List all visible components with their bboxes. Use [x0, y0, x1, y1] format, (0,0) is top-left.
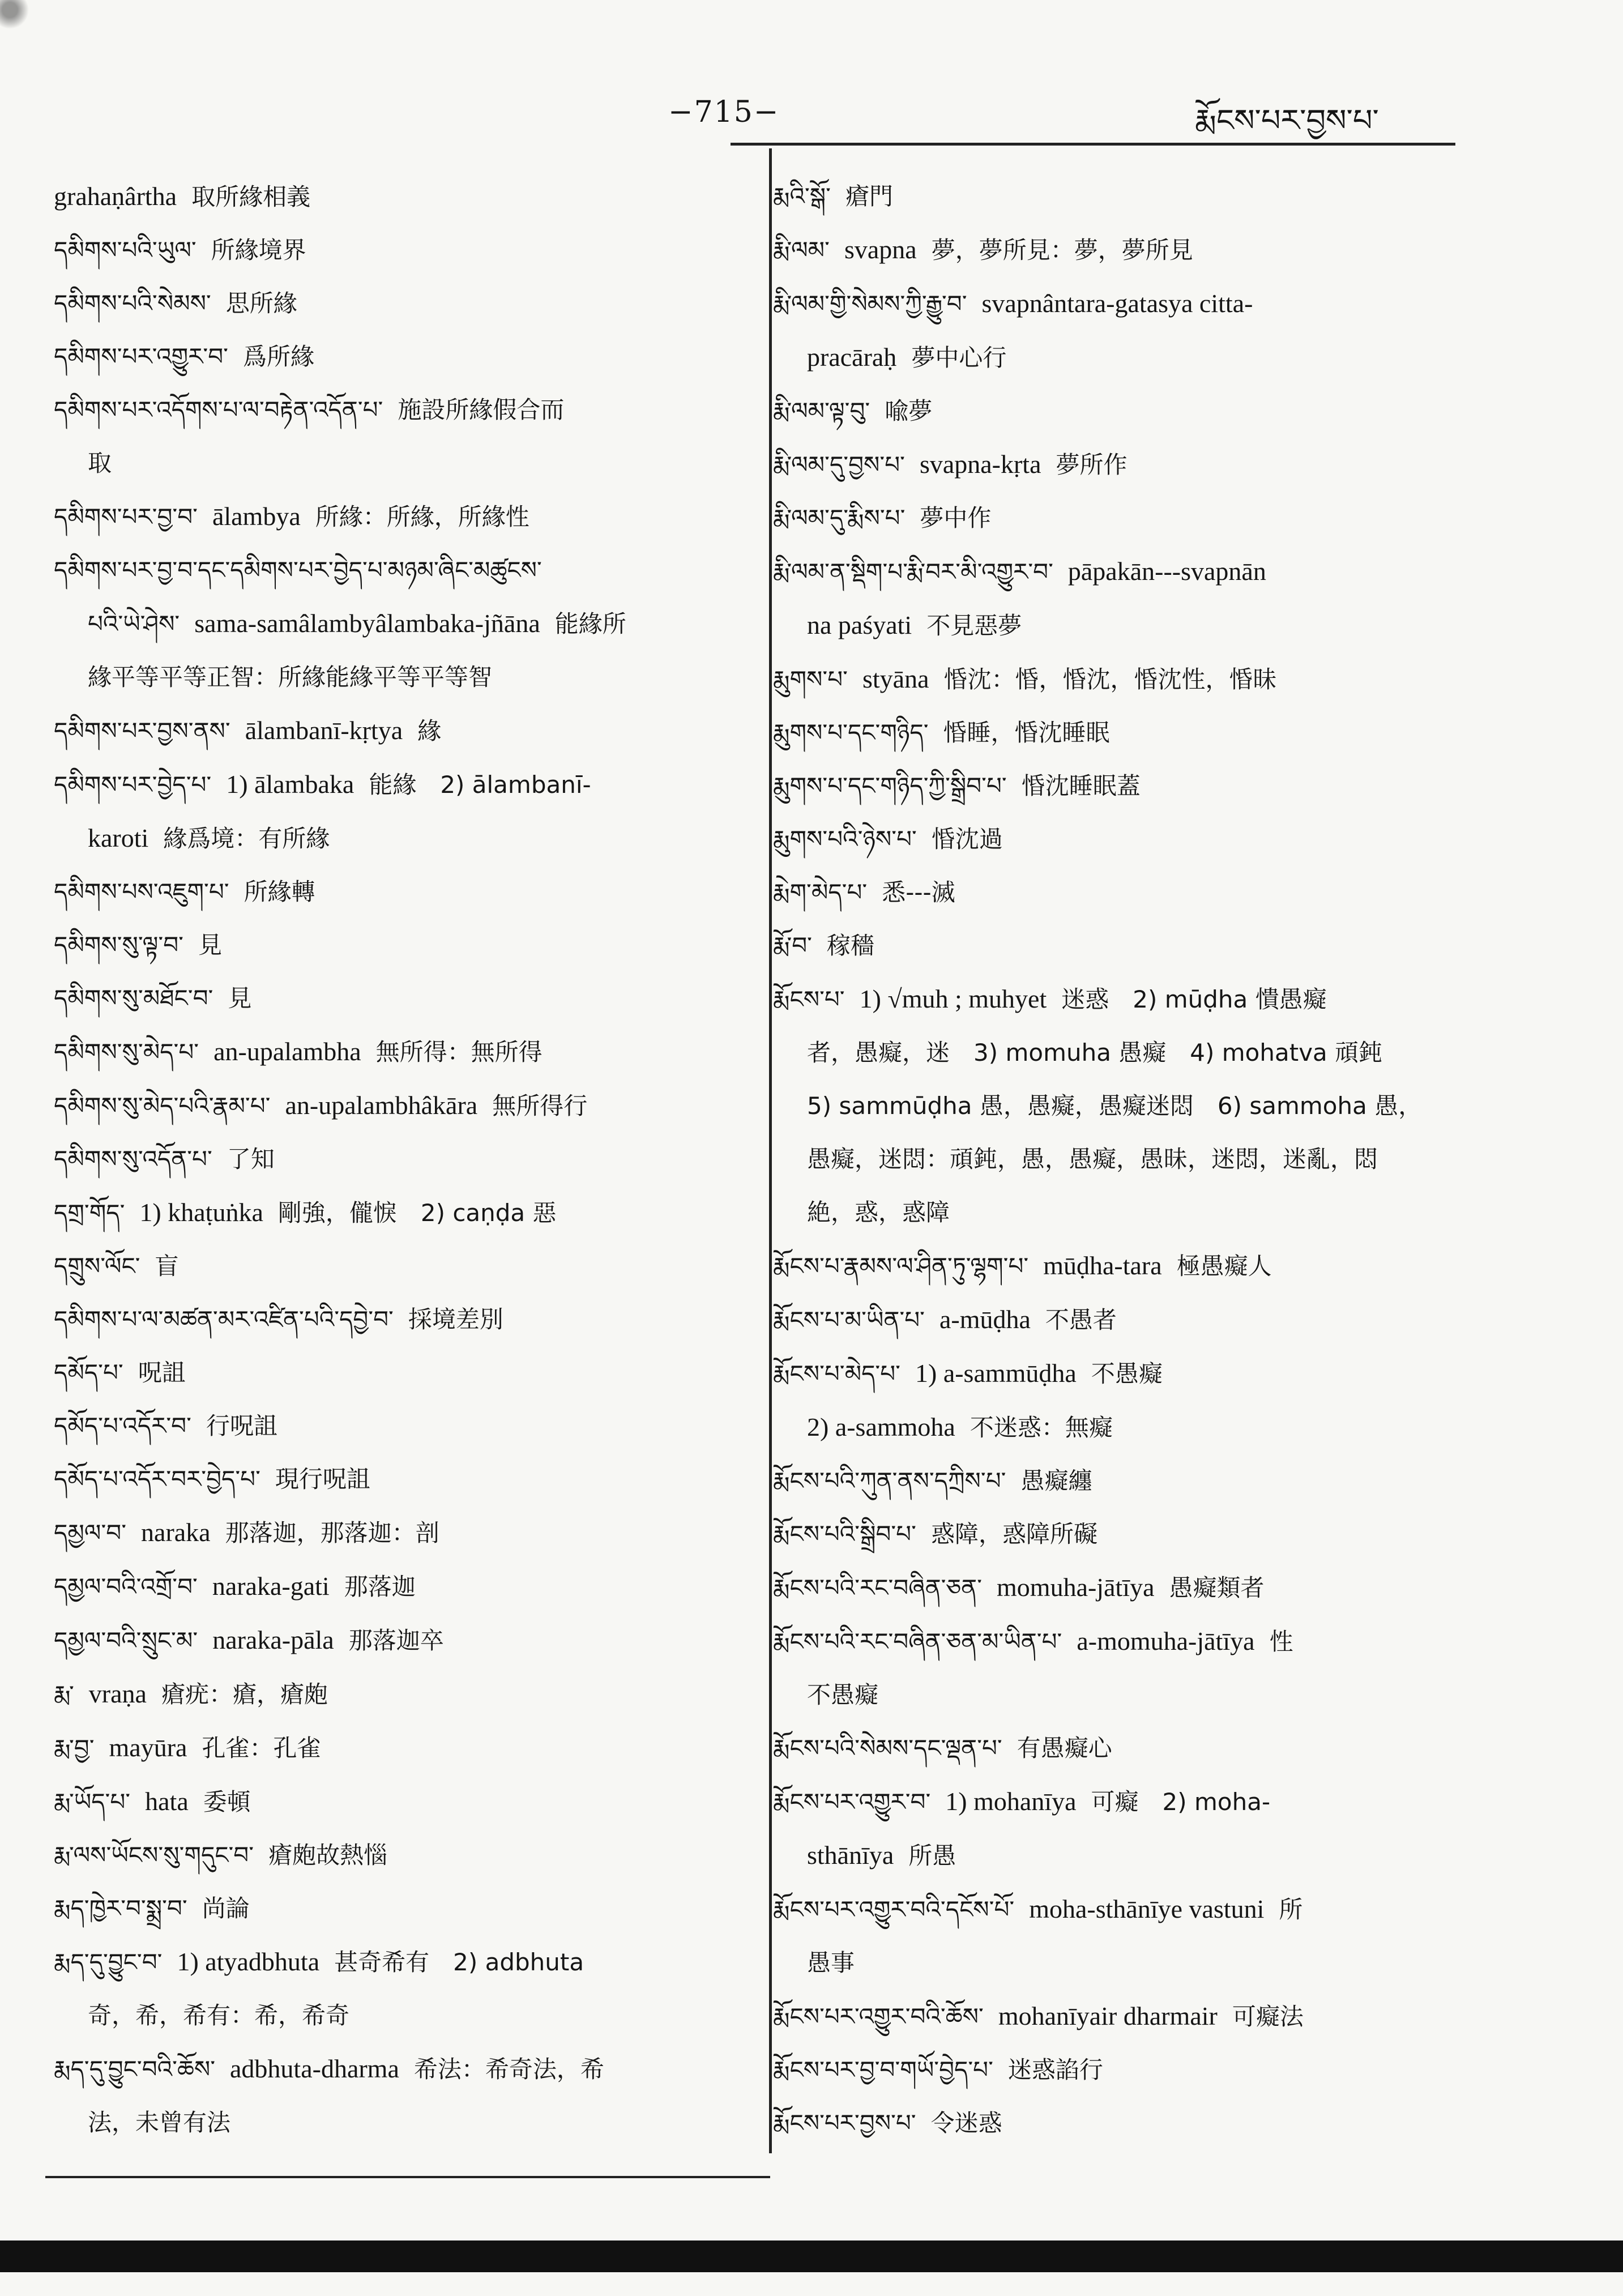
sanskrit-equivalent: an-upalambhâkāra	[285, 1091, 478, 1120]
tibetan-headword: རྨོངས་པ་མེད་པ་	[773, 1360, 900, 1388]
chinese-gloss: 瘡門	[845, 182, 893, 210]
dictionary-entry	[54, 224, 750, 277]
dictionary-entry	[773, 1239, 1487, 1293]
chinese-gloss: 緣爲境：有所緣	[163, 825, 330, 852]
tibetan-headword: དམིགས་པས་འཇུག་པ་	[54, 878, 229, 906]
dictionary-entry-continuation	[54, 651, 750, 704]
dictionary-entry	[773, 1508, 1487, 1561]
tibetan-headword: དམོད་པ་	[54, 1359, 123, 1386]
tibetan-headword: རྨོངས་པ་	[773, 985, 845, 1013]
chinese-gloss: 無所得：無所得	[375, 1038, 543, 1066]
tibetan-headword: དམྱལ་བའི་འགྲོ་བ་	[54, 1573, 198, 1601]
chinese-gloss: 夢所作	[1056, 451, 1127, 479]
dictionary-entry	[54, 1614, 750, 1667]
sanskrit-equivalent: ālambanī-kṛtya	[245, 716, 403, 745]
sanskrit-equivalent: pāpakān---svapnān	[1067, 557, 1266, 586]
tibetan-headword: དགྲུས་ལོང་	[54, 1252, 140, 1280]
dictionary-entry	[773, 972, 1487, 1026]
sanskrit-equivalent: vraṇa	[88, 1679, 147, 1708]
tibetan-headword: རྨེག་མེད་པ་	[773, 878, 868, 906]
dictionary-entry	[54, 1133, 750, 1186]
chinese-gloss: 瘡皰故熱惱	[268, 1841, 388, 1869]
dictionary-entry-continuation	[773, 1401, 1487, 1454]
sanskrit-equivalent: svapnântara-gatasya citta-	[981, 289, 1253, 318]
chinese-gloss: 稼穡	[827, 932, 875, 959]
tibetan-headword: རྨི་ལམ་དུ་རྨིས་པ་	[773, 504, 906, 532]
dictionary-entry	[773, 2043, 1487, 2097]
chinese-gloss: 5) sammūḍha 愚，愚癡，愚癡迷悶 6) sammoha 愚，	[807, 1092, 1423, 1120]
chinese-gloss: 尚論	[202, 1894, 250, 1922]
dictionary-entry	[54, 1240, 750, 1293]
chinese-gloss: 取所緣相義	[191, 183, 311, 211]
tibetan-headword: རྨོངས་པ་མ་ཡིན་པ་	[773, 1306, 925, 1334]
tibetan-headword: དམོད་པ་འདོར་བ་	[54, 1412, 191, 1440]
dictionary-entry	[54, 490, 750, 544]
chinese-gloss: 孔雀：孔雀	[202, 1734, 321, 1762]
tibetan-headword: རྨ་བྱ་	[54, 1734, 95, 1762]
dictionary-entry	[54, 1775, 750, 1829]
chinese-gloss: 極愚癡人	[1176, 1252, 1272, 1280]
chinese-gloss: 能緣 2) ālambanī-	[369, 771, 591, 799]
dictionary-entry	[773, 385, 1487, 438]
tibetan-headword: དམིགས་པའི་ཡུལ་	[54, 236, 197, 264]
tibetan-headword: དམིགས་སུ་འདོན་པ་	[54, 1145, 212, 1173]
tibetan-headword: རྨའི་སྒོ་	[773, 182, 831, 210]
sanskrit-equivalent: a-mūḍha	[939, 1305, 1031, 1334]
tibetan-headword: རྨི་ལམ་	[773, 236, 830, 264]
dictionary-entry	[773, 759, 1487, 813]
dictionary-entry-continuation	[773, 331, 1487, 385]
chinese-gloss: 者，愚癡，迷 3) momuha 愚癡 4) mohatva 頑鈍	[807, 1039, 1383, 1066]
tibetan-headword: རྨུགས་པའི་ཉེས་པ་	[773, 825, 917, 853]
sanskrit-equivalent: 1) mohanīya	[945, 1787, 1077, 1816]
tibetan-headword: རྨ་	[54, 1680, 74, 1708]
dictionary-entry	[773, 545, 1487, 599]
dictionary-entry	[773, 223, 1487, 277]
tibetan-headword: དམྱལ་བའི་སྲུང་མ་	[54, 1627, 198, 1654]
sanskrit-equivalent: 1) ālambaka	[226, 770, 355, 799]
chinese-gloss: 所緣轉	[244, 878, 315, 906]
dictionary-entry-continuation	[773, 1079, 1487, 1133]
tibetan-headword: པའི་ཡེ་ཤེས་	[88, 610, 180, 638]
dictionary-entry	[54, 383, 750, 437]
chinese-gloss: 可癡 2) moha-	[1091, 1788, 1271, 1816]
sanskrit-equivalent: svapna-kṛta	[919, 450, 1041, 479]
dictionary-entry	[773, 1454, 1487, 1508]
chinese-gloss: 性	[1269, 1628, 1293, 1655]
sanskrit-equivalent: naraka	[141, 1518, 211, 1547]
chinese-gloss: 令迷惑	[930, 2109, 1002, 2137]
tibetan-headword: དམིགས་སུ་མེད་པའི་རྣམ་པ་	[54, 1092, 271, 1120]
chinese-gloss: 希法：希奇法，希	[413, 2055, 604, 2083]
chinese-gloss: 緣平等平等正智：所緣能緣平等平等智	[88, 663, 493, 691]
sanskrit-equivalent: 1) atyadbhuta	[177, 1947, 320, 1976]
tibetan-headword: དམིགས་སུ་མེད་པ་	[54, 1038, 199, 1066]
header-rule	[731, 143, 1455, 146]
chinese-gloss: 所愚	[908, 1842, 956, 1870]
page-number: −715−	[668, 95, 780, 129]
chinese-gloss: 盲	[155, 1252, 179, 1280]
tibetan-headword: རྨོངས་པར་བྱ་བ་གཡོ་བྱེད་པ་	[773, 2056, 993, 2084]
chinese-gloss: 迷惑 2) mūḍha 憒愚癡	[1061, 985, 1327, 1013]
sanskrit-equivalent: mohanīyair dharmair	[998, 2001, 1218, 2030]
dictionary-entry	[773, 919, 1487, 972]
tibetan-headword: རྨོངས་པར་འགྱུར་བ་	[773, 1788, 931, 1816]
sanskrit-equivalent: 1) khaṭuṅka	[139, 1198, 263, 1227]
chinese-gloss: 剛強，儱悷 2) caṇḍa 惡	[277, 1199, 557, 1227]
dictionary-entry	[773, 492, 1487, 545]
tibetan-headword: དམིགས་པར་བྱེད་པ་	[54, 771, 212, 799]
dictionary-entry-continuation	[773, 599, 1487, 652]
tibetan-headword: རྨད་དུ་བྱུང་བའི་ཆོས་	[54, 2055, 216, 2083]
dictionary-entry	[54, 704, 750, 758]
tibetan-headword: རྨོངས་པར་འགྱུར་བའི་དངོས་པོ་	[773, 1896, 1015, 1923]
sanskrit-equivalent: svapna	[844, 235, 917, 264]
chinese-gloss: 惛沈過	[931, 825, 1003, 853]
dictionary-entry-continuation	[54, 812, 750, 865]
chinese-gloss: 見	[198, 931, 222, 959]
tibetan-headword: རྨུགས་པ་དང་གཉིད་ཀྱི་སྒྲིབ་པ་	[773, 772, 1007, 800]
dictionary-entry-continuation	[773, 1668, 1487, 1722]
chinese-gloss: 緣	[417, 717, 442, 745]
chinese-gloss: 無所得行	[492, 1092, 588, 1120]
right-column	[773, 170, 1487, 2150]
sanskrit-equivalent: karoti	[88, 823, 149, 852]
dictionary-entry	[773, 170, 1487, 223]
chinese-gloss: 愚癡類者	[1169, 1574, 1265, 1602]
chinese-gloss: 愚癡纏	[1020, 1467, 1092, 1495]
chinese-gloss: 夢，夢所見：夢，夢所見	[931, 236, 1193, 264]
tibetan-headword: དམིགས་སུ་མཐོང་བ་	[54, 984, 213, 1012]
sanskrit-equivalent: mayūra	[109, 1733, 187, 1762]
tibetan-headword: རྨོངས་པའི་སྒྲིབ་པ་	[773, 1520, 916, 1548]
left-column-underline	[45, 2176, 770, 2178]
chinese-gloss: 採境差別	[408, 1305, 503, 1333]
dictionary-entry	[773, 1775, 1487, 1829]
dictionary-entry	[773, 866, 1487, 919]
dictionary-entry	[54, 1079, 750, 1133]
tibetan-headword: རྨོངས་པའི་རང་བཞིན་ཅན་	[773, 1574, 983, 1602]
tibetan-headword: རྨི་ལམ་ལྟ་བུ་	[773, 397, 870, 425]
chinese-gloss: 絶，惑，惑障	[807, 1198, 950, 1226]
dictionary-entry	[54, 544, 750, 597]
chinese-gloss: 不愚者	[1045, 1306, 1117, 1334]
dictionary-entry	[773, 1561, 1487, 1615]
sanskrit-equivalent: 1) √muh ; muhyet	[859, 984, 1047, 1013]
dictionary-entry	[773, 1883, 1487, 1936]
tibetan-headword: རྨད་ཁྱེར་བ་སྨྲ་བ་	[54, 1894, 187, 1922]
sanskrit-equivalent: naraka-gati	[212, 1572, 330, 1601]
chinese-gloss: 思所緣	[225, 289, 297, 317]
tibetan-headword: རྨོངས་པར་འགྱུར་བའི་ཆོས་	[773, 2003, 984, 2030]
dictionary-entry	[54, 1829, 750, 1882]
chinese-gloss: 取	[88, 449, 112, 477]
column-divider	[769, 148, 772, 2153]
chinese-gloss: 甚奇希有 2) adbhuta	[334, 1948, 584, 1976]
dictionary-entry	[773, 813, 1487, 866]
dictionary-entry	[54, 1293, 750, 1346]
dictionary-entry-continuation	[54, 1989, 750, 2042]
tibetan-headword: དམིགས་སུ་ལྟ་བ་	[54, 931, 183, 959]
sanskrit-equivalent: grahaṇârtha	[54, 182, 177, 211]
chinese-gloss: 所	[1279, 1896, 1303, 1923]
dictionary-entry	[54, 2042, 750, 2096]
chinese-gloss: 愚癡，迷悶：頑鈍，愚，愚癡，愚昧，迷悶，迷亂，悶	[807, 1145, 1378, 1173]
sanskrit-equivalent: 1) a-sammūḍha	[915, 1359, 1077, 1388]
dictionary-entry-continuation	[773, 1936, 1487, 1990]
dictionary-entry	[54, 919, 750, 972]
chinese-gloss: 瘡疣：瘡，瘡皰	[161, 1680, 328, 1708]
sanskrit-equivalent: momuha-jātīya	[997, 1573, 1155, 1602]
dictionary-entry	[773, 277, 1487, 331]
dictionary-entry	[54, 1506, 750, 1560]
chinese-gloss: 喩夢	[885, 397, 933, 425]
dictionary-entry	[773, 1293, 1487, 1347]
dictionary-entry	[54, 170, 750, 224]
dictionary-entry	[54, 758, 750, 812]
tibetan-headword: རྨོངས་པའི་སེམས་དང་ལྡན་པ་	[773, 1734, 1002, 1762]
chinese-gloss: 奇，希，希有：希，希奇	[88, 2001, 350, 2029]
chinese-gloss: 行呪詛	[206, 1412, 277, 1440]
sanskrit-equivalent: naraka-pāla	[212, 1625, 334, 1654]
tibetan-headword: རྨོངས་པ་རྣམས་ལ་ཤིན་ཏུ་ལྷག་པ་	[773, 1252, 1029, 1280]
dictionary-entry	[54, 1399, 750, 1453]
dictionary-entry	[773, 438, 1487, 492]
chinese-gloss: 能緣所	[554, 610, 626, 638]
dictionary-entry	[54, 1667, 750, 1721]
dictionary-entry-continuation	[54, 2096, 750, 2149]
chinese-gloss: 惛沈睡眠蓋	[1021, 772, 1141, 800]
sanskrit-equivalent: an-upalambha	[213, 1037, 361, 1066]
chinese-gloss: 那落迦	[344, 1573, 416, 1601]
chinese-gloss: 悉---滅	[882, 878, 955, 906]
tibetan-headword: རྨུགས་པ་དང་གཉིད་	[773, 719, 929, 746]
sanskrit-equivalent: a-momuha-jātīya	[1077, 1627, 1255, 1655]
tibetan-headword: དམིགས་པའི་སེམས་	[54, 289, 211, 317]
sanskrit-equivalent: hata	[145, 1787, 189, 1816]
chinese-gloss: 惑障，惑障所礙	[930, 1520, 1097, 1548]
dictionary-entry	[54, 1025, 750, 1079]
dictionary-entry	[54, 1882, 750, 1935]
chinese-gloss: 所緣境界	[211, 236, 306, 264]
chinese-gloss: 呪詛	[138, 1359, 186, 1386]
chinese-gloss: 見	[228, 984, 252, 1012]
tibetan-headword: རྨོངས་པའི་ཀུན་ནས་དཀྲིས་པ་	[773, 1467, 1006, 1495]
tibetan-headword: རྨུགས་པ་	[773, 665, 848, 693]
tibetan-headword: རྨོངས་པའི་རང་བཞིན་ཅན་མ་ཡིན་པ་	[773, 1628, 1062, 1655]
dictionary-entry	[54, 1935, 750, 1989]
tibetan-headword: དམོད་པ་འདོར་བར་བྱེད་པ་	[54, 1465, 260, 1493]
sanskrit-equivalent: styāna	[862, 664, 929, 693]
tibetan-headword: རྨ་ལས་ཡོངས་སུ་གདུང་བ་	[54, 1841, 254, 1869]
dictionary-entry	[54, 972, 750, 1025]
sanskrit-equivalent: mūḍha-tara	[1043, 1251, 1162, 1280]
chinese-gloss: 不見惡夢	[926, 612, 1022, 639]
chinese-gloss: 不愚癡	[1091, 1360, 1163, 1388]
chinese-gloss: 夢中作	[920, 504, 992, 532]
left-column	[54, 170, 750, 2149]
scan-corner-mark	[0, 0, 40, 40]
tibetan-headword: དགྲ་གོད་	[54, 1199, 125, 1227]
dictionary-entry-continuation	[773, 1186, 1487, 1239]
dictionary-entry	[54, 1560, 750, 1614]
tibetan-headword: རྨོ་བ་	[773, 932, 813, 959]
dictionary-entry	[773, 652, 1487, 706]
dictionary-entry	[54, 1721, 750, 1775]
tibetan-headword: དམིགས་པར་བྱ་བ་	[54, 503, 198, 531]
chinese-gloss: 惛睡，惛沈睡眠	[943, 719, 1110, 746]
dictionary-entry	[773, 2097, 1487, 2150]
chinese-gloss: 惛沈：惛，惛沈，惛沈性，惛昧	[943, 665, 1277, 693]
chinese-gloss: 委頓	[203, 1788, 251, 1816]
chinese-gloss: 迷惑諂行	[1007, 2056, 1103, 2084]
sanskrit-equivalent: 2) a-sammoha	[807, 1412, 955, 1441]
dictionary-entry	[773, 1990, 1487, 2043]
tibetan-headword: དམིགས་པར་བྱས་ནས་	[54, 717, 230, 745]
chinese-gloss: 現行呪詛	[275, 1465, 370, 1493]
chinese-gloss: 有愚癡心	[1016, 1734, 1112, 1762]
dictionary-entry	[54, 865, 750, 919]
chinese-gloss: 爲所緣	[242, 343, 314, 370]
dictionary-entry	[773, 1615, 1487, 1668]
chinese-gloss: 了知	[227, 1145, 275, 1173]
tibetan-headword: རྨད་དུ་བྱུང་བ་	[54, 1948, 163, 1976]
tibetan-headword: རྨོངས་པར་བྱས་པ་	[773, 2109, 916, 2137]
dictionary-entry-continuation	[54, 597, 750, 651]
dictionary-entry-continuation	[773, 1026, 1487, 1079]
dictionary-entry	[773, 1347, 1487, 1401]
chinese-gloss: 不愚癡	[807, 1681, 879, 1709]
sanskrit-equivalent: pracāraḥ	[807, 343, 897, 372]
tibetan-headword: རྨ་ཡོད་པ་	[54, 1788, 131, 1816]
tibetan-headword: དམྱལ་བ་	[54, 1519, 127, 1547]
sanskrit-equivalent: sama-samâlambyâlambaka-jñāna	[194, 609, 540, 638]
dictionary-entry	[773, 706, 1487, 759]
chinese-gloss: 施設所緣假合而	[398, 396, 565, 424]
chinese-gloss: 法，未曾有法	[88, 2109, 231, 2136]
chinese-gloss: 不迷惑：無癡	[969, 1414, 1113, 1441]
dictionary-entry-continuation	[773, 1829, 1487, 1883]
dictionary-entry	[54, 330, 750, 383]
chinese-gloss: 所緣：所緣，所緣性	[315, 503, 529, 531]
dictionary-entry	[54, 277, 750, 330]
sanskrit-equivalent: sthānīya	[807, 1841, 894, 1870]
dictionary-entry-continuation	[773, 1133, 1487, 1186]
chinese-gloss: 愚事	[807, 1949, 855, 1977]
dictionary-entry-continuation	[54, 437, 750, 490]
tibetan-headword: རྨི་ལམ་གྱི་སེམས་ཀྱི་རྒྱུ་བ་	[773, 290, 967, 318]
chinese-gloss: 那落迦卒	[348, 1627, 444, 1654]
scan-bottom-border	[0, 2240, 1623, 2272]
chinese-gloss: 可癡法	[1232, 2003, 1304, 2030]
tibetan-headword: དམིགས་པར་འདོགས་པ་ལ་བརྟེན་འདོན་པ་	[54, 396, 383, 424]
tibetan-headword: རྨི་ལམ་ན་སྡིག་པ་རྨི་བར་མི་འགྱུར་བ་	[773, 558, 1053, 586]
dictionary-entry	[773, 1722, 1487, 1775]
chinese-gloss: 夢中心行	[911, 344, 1007, 372]
sanskrit-equivalent: ālambya	[212, 502, 301, 531]
sanskrit-equivalent: adbhuta-dharma	[230, 2054, 399, 2083]
dictionary-entry	[54, 1186, 750, 1240]
tibetan-headword: དམིགས་པ་ལ་མཚན་མར་འཛིན་པའི་དབྱེ་བ་	[54, 1305, 394, 1333]
dictionary-entry	[54, 1346, 750, 1399]
tibetan-headword: དམིགས་པར་བྱ་བ་དང་དམིགས་པར་བྱེད་པ་མཉམ་ཞིང་མཚུངས་	[54, 556, 542, 584]
chinese-gloss: 那落迦，那落迦：剖	[225, 1519, 439, 1547]
sanskrit-equivalent: moha-sthānīye vastuni	[1029, 1894, 1265, 1923]
running-head: རྨོངས་པར་བྱས་པ་	[1195, 103, 1379, 138]
tibetan-headword: དམིགས་པར་འགྱུར་བ་	[54, 343, 228, 370]
dictionary-entry	[54, 1453, 750, 1506]
sanskrit-equivalent: na paśyati	[807, 611, 912, 639]
tibetan-headword: རྨི་ལམ་དུ་བྱས་པ་	[773, 451, 905, 479]
